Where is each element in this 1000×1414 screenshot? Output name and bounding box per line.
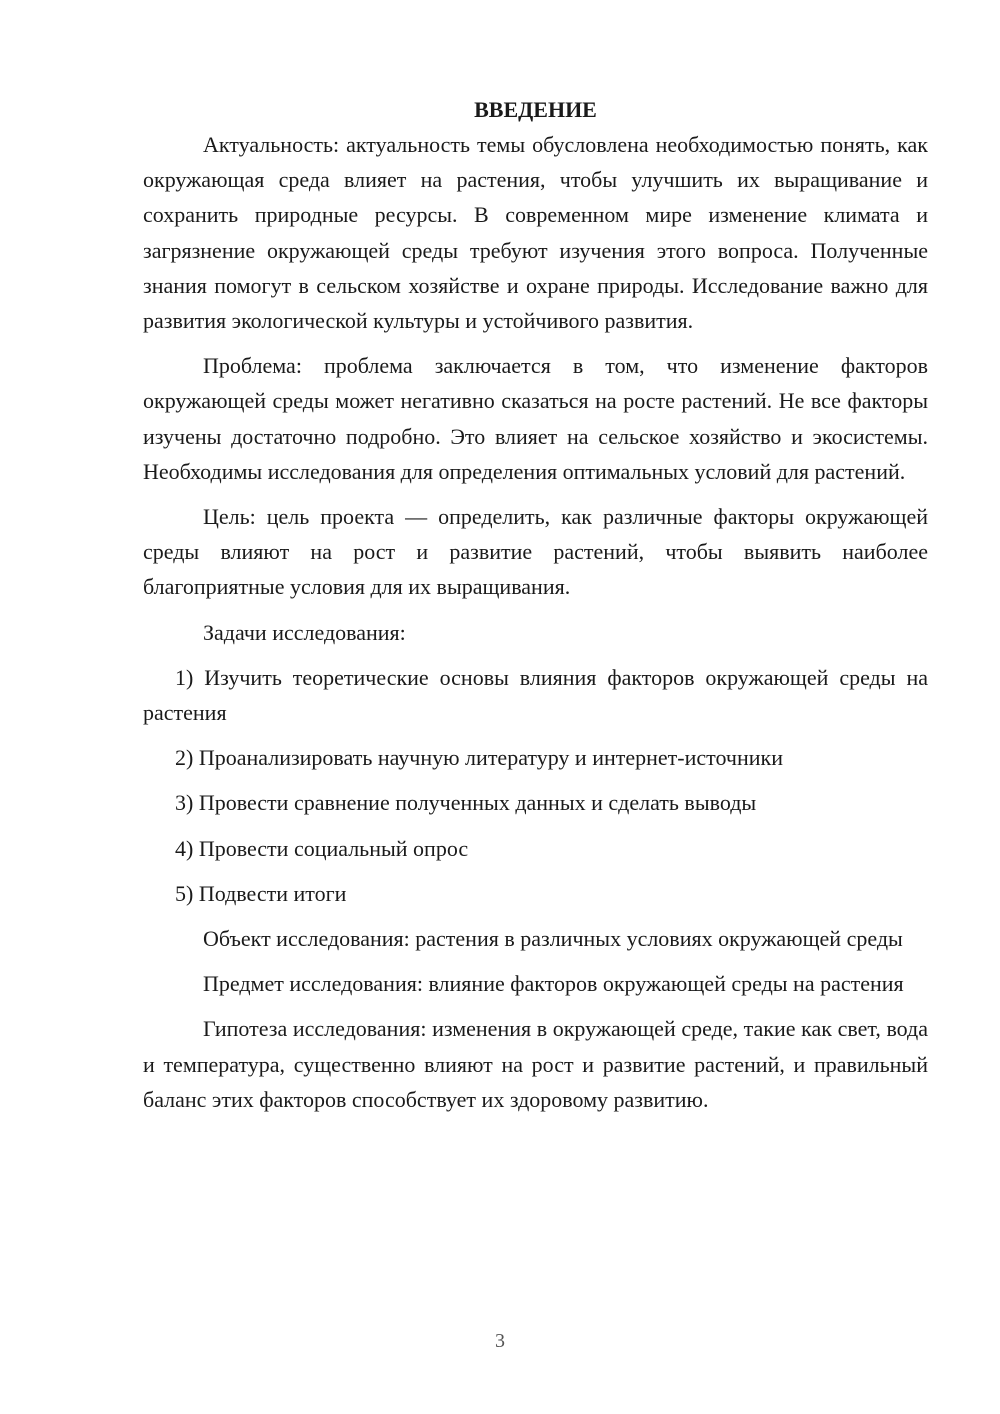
list-item: 5) Подвести итоги	[175, 880, 347, 906]
paragraph-relevance: Актуальность: актуальность темы обусловлена необходимостью понять, как окружающая среда влияет на растения, чтобы улучшить их выращивание и сохранить природные ресурсы. В современном мире изменение климата и загрязнение окружающей среды требуют изучения этого вопроса. Полученные знания помогут в сельском хозяйстве и охране природы. Исследование важно для развития экологической культуры и устойчивого развития.	[143, 132, 928, 334]
tasks-title: Задачи исследования:	[203, 619, 406, 645]
list-item: 3) Провести сравнение полученных данных и сделать выводы	[175, 790, 757, 816]
paragraph-problem: Проблема: проблема заключается в том, что изменение факторов окружающей среды может негативно сказаться на росте растений. Не все факторы изучены достаточно подробно. Это влияет на сельское хозяйство и экосистемы. Необходимы исследования для определения оптимальных условий для растений.	[143, 353, 928, 484]
list-item: 4) Провести социальный опрос	[175, 835, 469, 861]
paragraph-goal: Цель: цель проекта — определить, как различные факторы окружающей среды влияют на рост и развитие растений, чтобы выявить наиболее благоприятные условия для их выращивания.	[143, 504, 928, 600]
list-item: 1) Изучить теоретические основы влияния факторов окружающей среды на растения	[143, 664, 928, 726]
page-number: 3	[495, 1330, 505, 1352]
paragraph-object: Объект исследования: растения в различных условиях окружающей среды	[203, 926, 903, 952]
paragraph-subject: Предмет исследования: влияние факторов окружающей среды на растения	[203, 971, 904, 997]
document-page	[143, 92, 928, 1127]
page-title: ВВЕДЕНИЕ	[474, 97, 597, 122]
list-item: 2) Проанализировать научную литературу и интернет-источники	[175, 745, 783, 771]
paragraph-hypothesis: Гипотеза исследования: изменения в окружающей среде, такие как свет, вода и температура, существенно влияют на рост и развитие растений, и правильный баланс этих факторов способствует их здоровому развитию.	[143, 1016, 928, 1112]
